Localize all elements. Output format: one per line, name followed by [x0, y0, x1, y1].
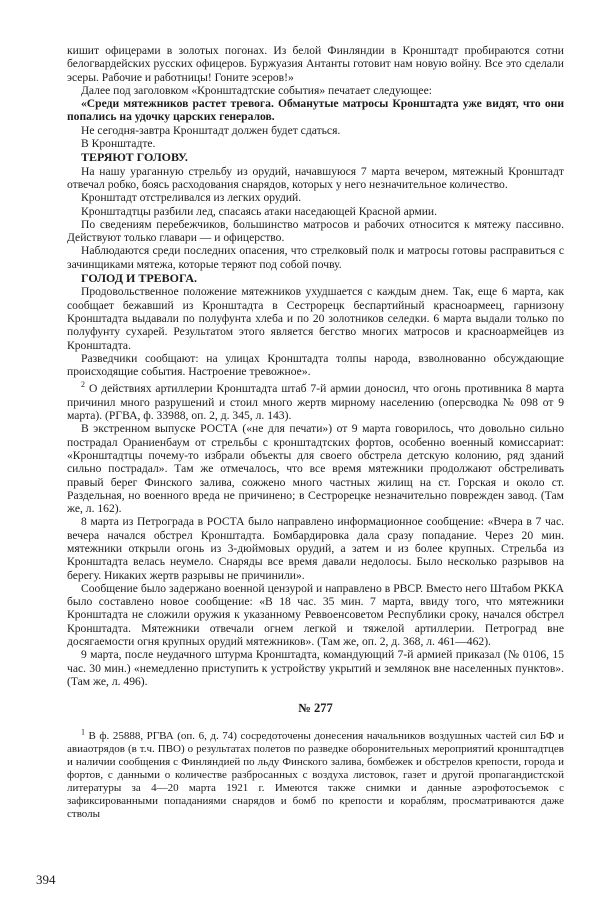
paragraph-13: В экстренном выпуске РОСТА («не для печати») от 9 марта говорилось, что довольно сильно пострадал Ораниенбаум от стрельбы с кронштадтских фортов, особенно военный комиссариат: «Кронштадтцы почему-то избрали объекты для своего обстрела детскую колонию, ряд зданий сильно пострадал». Там же отмечалось, что все время мятежники продолжают обстреливать правый берег Финского залива, сожжено много частных жилищ на ст. Горская и около ст. Раздельная, но военного вреда не причинено; в Сестрорецке незначительно поврежден завод. (Там же, л. 162). [67, 422, 564, 516]
footnote-2-text: О действиях артиллерии Кронштадта штаб 7-й армии доносил, что огонь противника 8 марта причинил много разрушений и стоил много жертв мирному населению (оперсводка № 098 от 9 марта). (РГВА, ф. 33988, оп. 2, д. 345, л. 143). [67, 382, 564, 423]
paragraph-4: Не сегодня-завтра Кронштадт должен будет сдаться. [81, 123, 341, 137]
paragraph-2: Далее под заголовком «Кронштадтские события» печатает следующее: [81, 83, 432, 97]
footnote-marker-2: 2 [81, 380, 85, 390]
page-number: 394 [36, 872, 56, 887]
paragraph-11: Продовольственное положение мятежников ухудшается с каждым днем. Так, еще 6 марта, как сообщает бежавший из Кронштадта в Сестрорецк беспартийный красноармеец, гарнизону Кронштадта выдавали по полуфунта хлеба и по 20 золотников селедки. 6 марта выдали только по полуфунту сухарей. Результатом этого является бегство многих матросов и красноармейцев из Кронштадта. [67, 285, 564, 352]
paragraph-1: кишит офицерами в золотых погонах. Из белой Финляндии в Кронштадт пробираются сотни белогвардейских русских офицеров. Буржуазия Антанты готовит нам новую войну. Все это сделали эсеры. Рабочие и работницы! Гоните эсеров!» [67, 44, 564, 84]
paragraph-15: Сообщение было задержано военной цензурой и направлено в РВСР. Вместо него Штабом РККА было составлено новое сообщение: «В 18 час. 35 мин. 7 марта, ввиду того, что мятежники Кронштадта не сложили оружия к указанному Реввоенсоветом Республики сроку, начался обстрел Кронштадта. Мятежники отвечали огнем легкой и тяжелой артиллерии. Петроград вне досягаемости огня крупных орудий мятежников». (Там же, оп. 2, д. 368, л. 461—462). [67, 581, 564, 649]
paragraph-14: 8 марта из Петрограда в РОСТА было направлено информационное сообщение: «Вчера в 7 час. вечера начался обстрел Кронштадта. Бомбардировка дала сразу попадание. Через 20 мин. мятежники открыли огонь из 3-дюймовых орудий, а затем и из более крупных. Стрельба из Кронштадта велась неумело. Снаряды все время давали недолосы. Было несколько разрывов на берегу. Никаких жертв разрывы не причинили». [67, 515, 564, 582]
paragraph-16: 9 марта, после неудачного штурма Кронштадта, командующий 7-й армией приказал (№ 0106, 15 час. 30 мин.) «немедленно приступить к устройству укрытий и землянок вне населенных пунктов». (Там же, л. 496). [67, 648, 564, 688]
footnote-1-text: В ф. 25888, РГВА (оп. 6, д. 74) сосредоточены донесения начальников воздушных частей сил БФ и авиаотрядов (в т.ч. ПВО) о результатах полетов по разведке оборонительных мероприятий кронштадтцев и наличии сообщения с Финляндией по льду Финского залива, бомбежек и обстрелов крепости, города и фортов, с данными о количестве разбросанных с воздуха листовок, газет и другой пропагандистской литературы за 4—20 марта 1921 г. Имеются также снимки и данные аэрофотосъемок с зафиксированными попаданиями снарядов и бомб по крепости и кораблям, просматриваются даже стволы [67, 729, 565, 820]
footnote-2 [67, 382, 564, 422]
paragraph-5: В Кронштадте. [81, 137, 156, 151]
paragraph-8: Кронштадтцы разбили лед, спасаясь атаки наседающей Красной армии. [81, 204, 438, 218]
document-number: № 277 [298, 701, 333, 716]
paragraph-12: Разведчики сообщают: на улицах Кронштадта толпы народа, взволнованно обсуждающие происходящие события. Настроение тревожное». [67, 351, 564, 379]
paragraph-6: На нашу ураганную стрельбу из орудий, начавшуюся 7 марта вечером, мятежный Кронштадт отвечал робко, боясь расходования снарядов, которых у него незначительное количество. [67, 164, 564, 191]
heading-golod-i-trevoga: ГОЛОД И ТРЕВОГА. [81, 271, 198, 286]
paragraph-7: Кронштадт отстреливался из легких орудий. [81, 191, 302, 205]
footnote-marker-1: 1 [81, 726, 85, 736]
heading-teryayut-golovu: ТЕРЯЮТ ГОЛОВУ. [81, 150, 188, 165]
paragraph-9: По сведениям перебежчиков, большинство матросов и рабочих относится к мятежу пассивно. Действуют только главари — и офицерство. [67, 217, 564, 245]
paragraph-10: Наблюдаются среди последних опасения, что стрелковый полк и матросы готовы расправиться с зачинщиками мятежа, которые теряют под собой почву. [67, 244, 564, 271]
paragraph-3: «Среди мятежников растет тревога. Обманутые матросы Кронштадта уже видят, что они попались на удочку царских генералов. [67, 97, 564, 124]
footnote-1 [67, 726, 565, 821]
